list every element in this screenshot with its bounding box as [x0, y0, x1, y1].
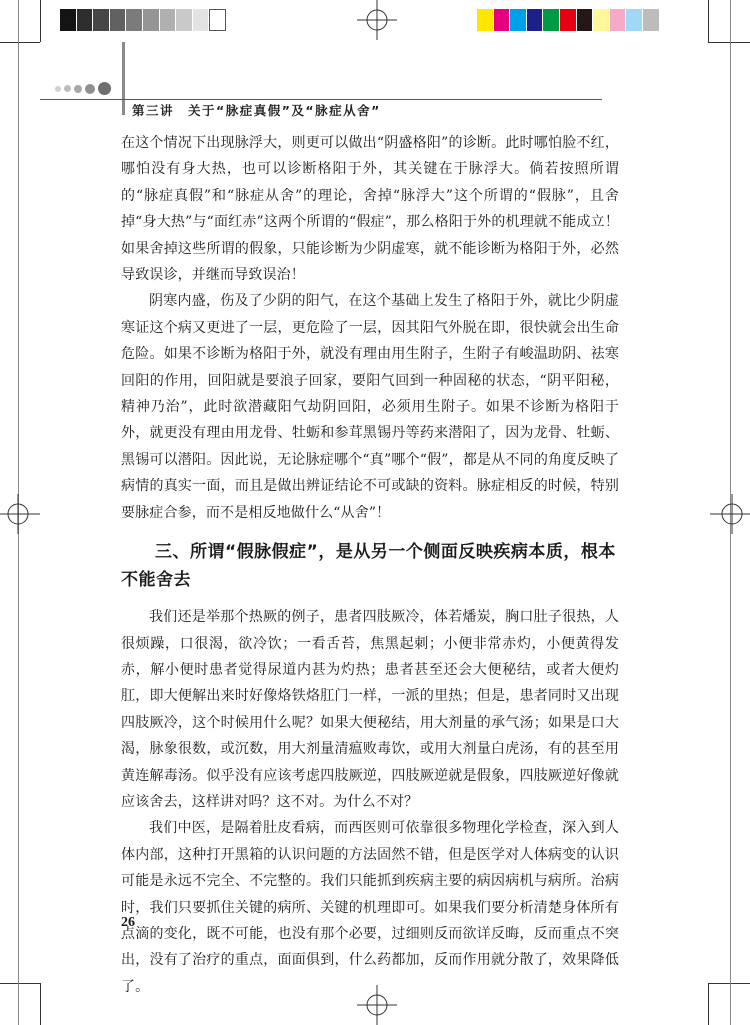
gray-swatch [143, 9, 160, 31]
registration-mark-top-icon [357, 0, 397, 40]
running-head: 第三讲 关于“脉症真假”及“脉症从舍” [132, 103, 381, 118]
crop-mark-top-right-v [708, 0, 709, 42]
color-swatch [610, 9, 627, 31]
body-paragraph: 在这个情况下出现脉浮大，则更可以做出“阴盛格阳”的诊断。此时哪怕脸不红，哪怕没有身大热，也可以诊断格阳于外，其关键在于脉浮大。倘若按照所谓的“脉症真假”和“脉症从舍”的理论，舍掉“脉浮大”这个所谓的“假脉”，且舍掉“身大热”与“面红赤”这两个所谓的“假症”，那么格阳于外的机理就不能成立！如果舍掉这些所谓的假象，只能诊断为少阴虚寒，就不能诊断为格阳于外，必然导致误诊，并继而导致误治！ [121, 135, 619, 284]
crop-mark-bottom-right-h [708, 983, 750, 984]
section-heading: 三、所谓“假脉假症”，是从另一个侧面反映疾病本质，根本不能舍去 [121, 542, 616, 591]
color-swatch [543, 9, 560, 31]
gray-swatch [160, 9, 177, 31]
color-swatch [477, 9, 494, 31]
gray-calibration-bar [60, 9, 226, 31]
body-paragraph: 我们中医，是隔着肚皮看病，而西医则可依靠很多物理化学检查，深入到人体内部，这种打开黑箱的认识问题的方法固然不错，但是医学对人体病变的认识可能是永远不完全、不完整的。我们只能抓到疾病主要的病因病机与病所。治病时，我们只要抓住关键的病所、关键的机理即可。如果我们要分析清楚身体所有点滴的变化，既不可能，也没有那个必要，过细则反而欲详反晦，反而重点不突出，没有了治疗的重点，面面俱到，什么药都加，反而作用就分散了，效果降低了。 [121, 820, 619, 995]
gray-swatch [110, 9, 127, 31]
color-swatch [593, 9, 610, 31]
header-dots [55, 82, 111, 95]
registration-mark-left-icon [0, 494, 40, 534]
crop-mark-bottom-left-h [0, 983, 40, 984]
crop-mark-top-left-v [40, 0, 41, 42]
gray-swatch [176, 9, 193, 31]
header-dot [74, 85, 82, 93]
color-calibration-bar [477, 9, 660, 31]
crop-mark-bottom-left-v [40, 983, 41, 1025]
gray-swatch [77, 9, 94, 31]
header-dot [64, 85, 71, 92]
registration-mark-right-icon [710, 494, 750, 534]
gray-swatch [209, 9, 226, 31]
header-rule [40, 99, 602, 100]
color-swatch [577, 9, 594, 31]
page-content [121, 130, 619, 1000]
header-dot [55, 86, 61, 92]
crop-mark-top-right-h [708, 42, 750, 43]
crop-mark-top-left-h [0, 42, 40, 43]
color-swatch [560, 9, 577, 31]
crop-mark-bottom-right-v [708, 983, 709, 1025]
color-swatch [643, 9, 660, 31]
body-paragraph: 我们还是举那个热厥的例子，患者四肢厥冷，体若燔炭，胸口肚子很热，人很烦躁，口很渴，欲冷饮；一看舌苔，焦黑起刺；小便非常赤灼，小便黄得发赤，解小便时患者觉得尿道内甚为灼热；患者甚至还会大便秘结，或者大便灼肛，即大便解出来时好像烙铁烙肛门一样，一派的里热；但是，患者同时又出现四肢厥冷，这个时候用什么呢？如果大便秘结，用大剂量的承气汤；如果是口大渴，脉象很数，或沉数，用大剂量清瘟败毒饮，或用大剂量白虎汤，有的甚至用黄连解毒汤。似乎没有应该考虑四肢厥逆，四肢厥逆就是假象，四肢厥逆好像就应该舍去，这样讲对吗？这不对。为什么不对？ [121, 609, 619, 810]
color-swatch [626, 9, 643, 31]
gray-swatch [193, 9, 210, 31]
color-swatch [527, 9, 544, 31]
body-paragraph: 阴寒内盛，伤及了少阴的阳气，在这个基础上发生了格阳于外，就比少阴虚寒证这个病又更进了一层，更危险了一层，因其阳气外脱在即，很快就会出生命危险。如果不诊断为格阳于外，就没有理由用生附子，生附子有峻温助阴、祛寒回阳的作用，回阳就是要浪子回家，要阳气回到一种固秘的状态，“阴平阳秘，精神乃治”，此时欲潜藏阳气劫阴回阳，必须用生附子。如果不诊断为格阳于外，就更没有理由用龙骨、牡蛎和参茸黑锡丹等药来潜阳了，因为龙骨、牡蛎、黑锡可以潜阳。因此说，无论脉症哪个“真”哪个“假”，都是从不同的角度反映了病情的真实一面，而且是做出辨证结论不可或缺的资料。脉症相反的时候，特别要脉症合参，而不是相反地做什么“从舍”！ [121, 293, 619, 521]
color-swatch [510, 9, 527, 31]
header-dot [85, 84, 95, 94]
header-vertical-rule [122, 42, 125, 115]
header-dot [98, 82, 111, 95]
gray-swatch [126, 9, 143, 31]
gray-swatch [93, 9, 110, 31]
gray-swatch [60, 9, 77, 31]
page-number: 26 [121, 915, 135, 930]
color-swatch [494, 9, 511, 31]
